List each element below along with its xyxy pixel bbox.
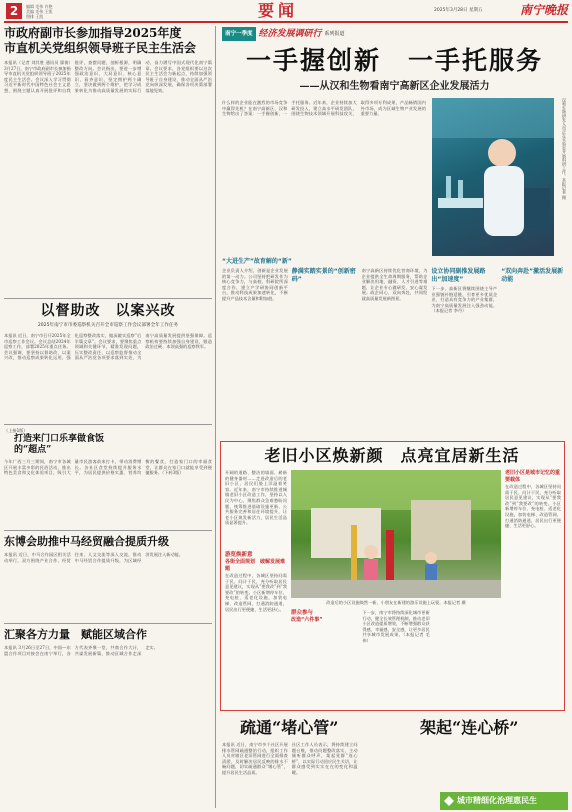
feature-sub-1b: 各街全面规划 破解发展难题	[225, 559, 286, 572]
article-body: 南宁高新区持续优化营商环境，为企业提供全生命周期服务，帮助企业解决用地、融资、人才引进等难题，让企业专心做研发、安心谋发展。政企同心，双向奔赴，共同绘就高质量发展新图景。	[361, 268, 428, 301]
issue-date: 2025年3月28日 星期五	[434, 8, 483, 13]
paper-logo: 南宁晚报	[520, 3, 569, 17]
series-sub-c: 设立协同副推发展路出“加速度”	[431, 268, 486, 283]
series-body-lower	[222, 268, 567, 438]
bottom-left-headline: 疏通“堵心管”	[240, 718, 339, 737]
feature-body-left	[225, 470, 287, 706]
feature-box	[220, 441, 565, 711]
article-regional-cooperation	[4, 627, 212, 807]
editor-line: 照排 王凯	[26, 14, 44, 19]
masthead-rule	[4, 21, 568, 23]
headline: 汇聚各方力量 赋能区域合作	[4, 628, 147, 641]
playground-photo-caption: 改造后的小区设施焕然一新，小朋友在新建的游乐设施上玩耍。本报记者 摄	[326, 600, 466, 605]
playground-photo	[291, 470, 501, 598]
bottom-right-headline: 架起“连心桥”	[420, 718, 519, 737]
divider	[4, 530, 212, 531]
article-body: 在改造过程中，各城区坚持问需于民、问计于民，充分听取居民意见建议，实现从“要我改”到“我要改”的转变。小区新增停车位、充电桩、适老化设施，加装电梯、改造管网，打通消防通道，居民出行更便捷、生活更舒心。	[505, 484, 561, 529]
series-label-prefix: 南宁一季度	[222, 27, 256, 41]
headline: 东博会助推中马经贸融合提质升级	[4, 535, 169, 548]
series-sub-a: “大进生产”故育解的“新”	[222, 258, 292, 265]
series-subheadline: ——从汉和生物看南宁高新区企业发展活力	[299, 81, 490, 92]
jump-marker: （上接1版）	[4, 428, 28, 433]
article-body: 什么样的企业能在激烈的市场竞争中赢得先机？在南宁高新区，汉和生物给出了答案：一手握创新，一手托服务。近年来，企业持续加大研发投入，建立高水平研发团队，围绕生物技术领域开展科技攻关，取得多项专利成果，产品畅销国内外市场，成为区域生物产业发展的重要力量。	[222, 100, 426, 117]
headline: 市直机关党组织领导班子民主生活会	[4, 41, 197, 55]
article-body: 今年广西三月三期间，南宁市各城区开展丰富多彩的民俗活动，推出特色美食和文化体验项目，吸引大量市民游客前来打卡，带动消费增长。各社区食堂持续提升服务水平，为居民提供价格实惠、营养均衡的餐食，打造家门口的幸福食堂，让群众在家门口就能享受到便捷服务。（下转3版）	[4, 459, 212, 476]
article-body: 企业负责人介绍，创新是企业发展的第一动力。公司坚持把研发作为核心竞争力，与高校、科研院所深度合作，建立产学研协同创新平台，推动科技成果加速转化，不断提升产品技术含量和附加值。	[222, 268, 288, 301]
article-body: 本报讯 近日，中马合作园区相关活动举行，双方围绕产业合作、经贸往来、人文交流等深入交流，推动中马经贸合作提质升级，为区域经济发展注入新动能。	[4, 552, 184, 563]
page-number: 2	[6, 3, 22, 19]
series-sub-b: 静满实踏实景的“创新密码”	[291, 268, 356, 283]
series-sub-d: “双向奔赴”激活发展新动能	[501, 268, 564, 283]
headline: 的“超点”	[14, 445, 52, 455]
article-body: 开阔的道路、整洁的墙面、崭新的健身器材……走进改造后的老旧小区，居民们脸上洋溢着笑容。近年来，南宁市持续推进城镇老旧小区改造工作，坚持以人民为中心，聚焦群众急难愁盼问题，统筹推进基础设施更新、公共服务完善和居住环境提升，让老小区焕发新活力，居民生活品质显著提升。	[225, 470, 287, 526]
divider	[4, 298, 212, 299]
article-body: 下一步，高新区将继续围绕主导产业强链补链延链，引育更多优质企业，打造具有竞争力的产业集群，为南宁高质量发展注入强劲动能。（本报记者 李丹）	[431, 286, 498, 314]
feature-body-mid	[291, 610, 501, 706]
headline: 打造来门口乐享做食饭	[14, 434, 105, 444]
article-trade-expo	[4, 534, 212, 622]
section-title: 要闻	[258, 1, 299, 20]
article-leader-guidance	[4, 26, 212, 296]
bottom-body	[222, 742, 567, 790]
subheadline: 2025年南宁市市委巡察机关召开全市巡察工作会议部署全年工作任务	[37, 323, 179, 328]
article-body: 下一步，南宁市将持续深化城市更新行动，健全长效管理机制，推动老旧小区改造提质增效，不断增强群众获得感、幸福感、安全感，让更多居民共享城市发展成果。（本报记者 毛伟）	[362, 610, 430, 643]
divider	[4, 424, 212, 425]
series-headline: 一手握创新 一手托服务	[245, 46, 543, 75]
masthead	[0, 0, 572, 22]
editor-line: 美编 毛伟 王凯	[26, 9, 53, 14]
playground-photo-art	[291, 470, 501, 598]
lab-photo	[432, 98, 554, 256]
series-label	[222, 27, 345, 41]
feature-sub-1: 游览焕新意	[225, 552, 253, 558]
feature-body-right	[505, 470, 561, 706]
article-body: 社区工作人员表示，将持续建立问题台账，推动问题整改落实，主动倾听群众呼声，架起党群“连心桥”，以实际行动回应民生关切，让群众感受到实实在在的变化和温暖。	[291, 742, 358, 775]
article-body: 本报讯（记者 刘其胜 通讯员 廖倩）3月27日，南宁市政府副市长参加指导市直机关党组织领导班子2025年度民主生活会。会议深入学习贯彻习近平新时代中国特色社会主义思想，围绕主题认真开展批评和自我批评，查摆问题，剖析根源，明确整改方向。会议指出，要进一步增强政治意识、大局意识、核心意识、看齐意识，坚定拥护两个确立，坚决做到两个维护，把学习成果转化为推动高质量发展的实际行动，奋力谱写中国式现代化南宁篇章。会议要求，各党组织要以这次民主生活会为新起点，持续加强领导班子自身建设，推动全面从严治党向纵深发展，确保各项决策部署落地见效。	[4, 60, 212, 93]
editor-line: 编辑 毛伟 许艳	[26, 4, 53, 9]
headline: 市政府副市长参加指导2025年度	[4, 26, 182, 40]
series-body-col1	[222, 100, 426, 255]
article-body: 在改造过程中，各城区坚持问需于民、问计于民，充分听取居民意见建议，实现从“要我改”到“我要改”的转变。小区新增停车位、充电桩、适老化设施，加装电梯、改造管网，打通消防通道，居民出行更便捷、生活更舒心。	[225, 573, 287, 612]
feature-sub-2: 群众参与	[291, 610, 314, 616]
lab-photo-caption: 汉和生物研发人员正在实验室开展科研工作。本报记者 摄	[562, 98, 567, 200]
article-inspection	[4, 302, 212, 422]
article-community-dining	[4, 428, 212, 528]
topic-banner	[440, 792, 568, 810]
series-label-main: 经济发展调研行	[258, 29, 322, 39]
headline: 以督助改 以案兴改	[40, 303, 176, 319]
article-body: 本报讯 3月26日至27日，中国—东盟合作项目对接会在南宁举行，各方代表齐聚一堂，共商合作大计，共谋发展新篇，推动区域合作走深走实。	[4, 645, 158, 656]
feature-sub-2b: 改造“六件事”	[291, 617, 323, 623]
feature-headline: 老旧小区焕新颜 点亮宜居新生活	[264, 446, 520, 465]
banner-text: 城市精细化治理惠民生	[457, 796, 537, 805]
article-body: 本报讯 近日，南宁市召开2025年全市巡察工作会议。会议总结2024年巡察工作，部署2025年重点任务。会议强调，要坚持以督助改、以案兴改，推动巡察成果转化运用，强化巡察整改落实，做深做实巡察“后半篇文章”。会议要求，要聚焦重点领域和关键环节，精准发现问题，压实整改责任，以巡察监督推动全面从严治党各项要求落到实处，为南宁高质量发展提供坚强保障。巡察机构要持续加强自身建设，锻造政治过硬、本领高强的巡察铁军。	[4, 333, 212, 361]
article-body: 本报讯 近日，南宁市多个社区开展排水管网疏通整治行动，组织工作人员对辖区老旧管网进行全面排查清淤，及时解决居民反映的排水不畅问题，切实疏通群众“堵心管”，提升居民生活品质。	[222, 742, 288, 775]
editor-info	[26, 4, 96, 19]
series-label-suffix: 系列报道	[324, 31, 345, 37]
feature-sub-3: 老旧小区是城市记忆的重要载体	[505, 470, 561, 483]
divider	[4, 623, 212, 624]
banner-icon	[444, 796, 454, 806]
lab-photo-art	[432, 98, 554, 256]
column-divider	[215, 26, 216, 808]
